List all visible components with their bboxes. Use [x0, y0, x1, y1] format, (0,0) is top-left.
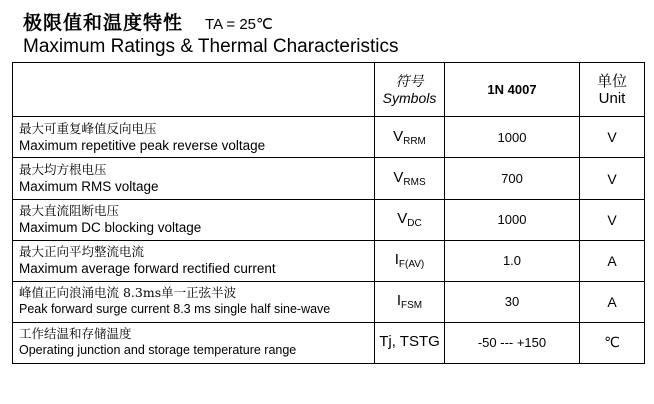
row-description-cn: 最大正向平均整流电流	[19, 244, 145, 260]
header-unit-cn: 单位	[596, 71, 627, 90]
row-unit: V	[580, 117, 645, 158]
row-symbol	[375, 158, 445, 199]
row-symbol-main: I	[394, 251, 399, 269]
row-description	[13, 281, 375, 322]
table-header-row	[13, 63, 645, 117]
table-row	[13, 281, 645, 322]
header-symbols-en: Symbols	[382, 89, 437, 106]
row-symbol	[375, 281, 445, 322]
title-chinese-text: 极限值和温度特性	[23, 12, 184, 34]
title-chinese	[23, 8, 273, 35]
row-value: 1.0	[445, 240, 580, 281]
row-description-en: Maximum average forward rectified current	[19, 261, 276, 277]
table-row	[13, 199, 645, 240]
row-symbol-subscript: RRM	[403, 135, 426, 147]
row-symbol-subscript: DC	[407, 218, 422, 230]
row-value: 700	[445, 158, 580, 199]
header-part-number: 1N 4007	[445, 63, 580, 117]
row-description	[13, 158, 375, 199]
row-symbol-main: V	[393, 169, 404, 187]
row-description-en: Maximum DC blocking voltage	[19, 220, 202, 236]
row-description-cn: 最大均方根电压	[19, 162, 107, 178]
title-english: Maximum Ratings & Thermal Characteristics	[23, 36, 399, 57]
header-symbols-cn: 符号	[395, 73, 424, 90]
row-description-en: Peak forward surge current 8.3 ms single half sine-wave	[19, 302, 331, 317]
row-description-cn: 工作结温和存储温度	[19, 326, 132, 342]
row-symbol-subscript: FSM	[401, 300, 423, 312]
row-symbol-subscript: RMS	[403, 177, 426, 189]
row-symbol-main: I	[396, 292, 402, 310]
row-description-en: Maximum repetitive peak reverse voltage	[19, 137, 266, 153]
row-unit: V	[580, 158, 645, 199]
header-unit-cell	[580, 63, 645, 117]
header-symbols-cell	[375, 63, 445, 117]
row-symbol	[375, 117, 445, 158]
row-unit: V	[580, 199, 645, 240]
row-value: 1000	[445, 199, 580, 240]
temperature-condition: TA = 25℃	[205, 16, 273, 33]
row-unit: A	[580, 281, 645, 322]
ratings-table	[12, 62, 645, 364]
row-unit: A	[580, 240, 645, 281]
row-description-cn: 峰值正向浪涌电流 8.3ms单一正弦半波	[19, 285, 237, 301]
table-row	[13, 117, 645, 158]
row-symbol	[375, 322, 445, 363]
row-value: -50 --- +150	[445, 322, 580, 363]
table-row	[13, 240, 645, 281]
row-symbol	[375, 240, 445, 281]
row-description-en: Maximum RMS voltage	[19, 179, 159, 195]
row-description-cn: 最大直流阻断电压	[19, 203, 120, 219]
table-row	[13, 158, 645, 199]
row-symbol-main: V	[397, 210, 408, 228]
header-unit-en: Unit	[598, 89, 626, 107]
row-description-en: Operating junction and storage temperature range	[19, 343, 297, 358]
row-description	[13, 117, 375, 158]
row-symbol	[375, 199, 445, 240]
row-description	[13, 240, 375, 281]
row-symbol-subscript: F(AV)	[398, 259, 425, 271]
row-symbol-main: V	[393, 127, 404, 145]
row-symbol-main: Tj, TSTG	[379, 333, 440, 351]
row-description	[13, 199, 375, 240]
row-description-cn: 最大可重复峰值反向电压	[19, 120, 157, 136]
row-value: 30	[445, 281, 580, 322]
row-unit: ℃	[580, 322, 645, 363]
row-value: 1000	[445, 117, 580, 158]
header-description-cell	[13, 63, 375, 117]
row-description	[13, 322, 375, 363]
table-row	[13, 322, 645, 363]
